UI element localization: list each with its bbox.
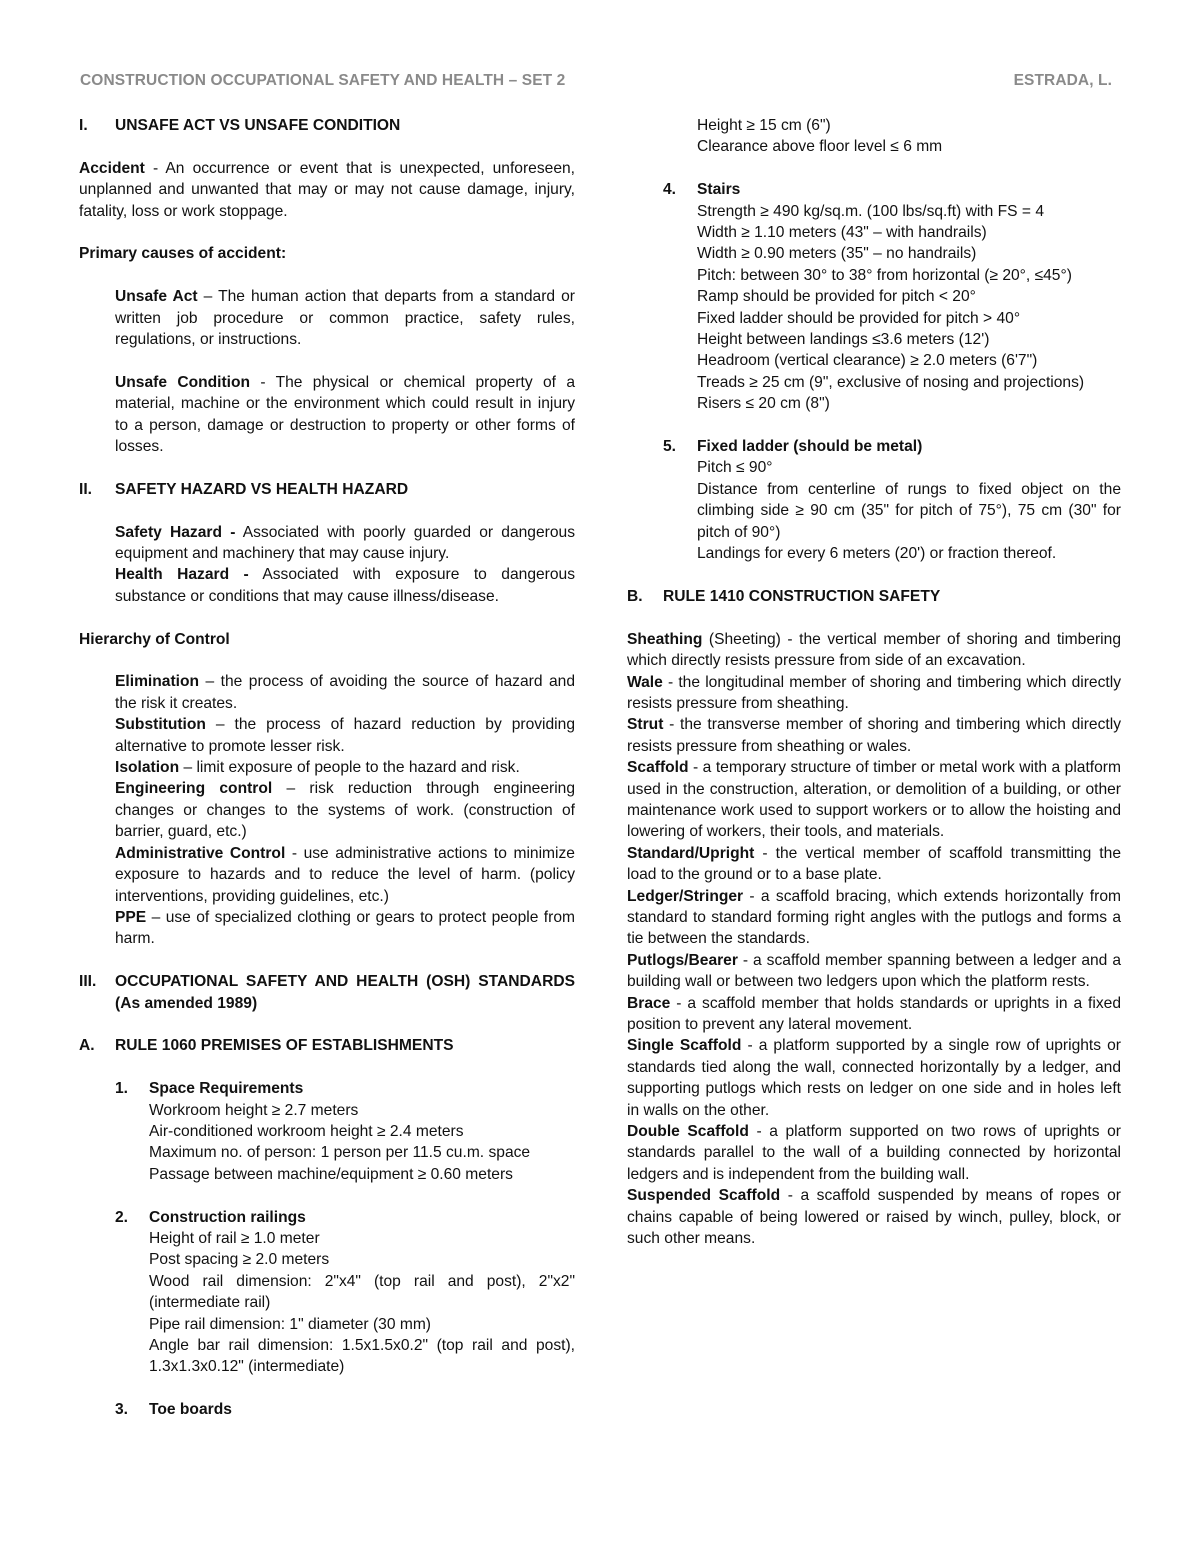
accident-definition: Accident - An occurrence or event that is unexpected, unforeseen, unplanned and unwanted that may or may not cause damage, injury, fatality, loss or work stoppage. bbox=[79, 159, 575, 220]
definition-item: Sheathing (Sheeting) - the vertical member of shoring and timbering which directly resists pressure from side of an excavation. bbox=[627, 630, 1121, 670]
requirement-line: Height between landings ≤3.6 meters (12') bbox=[697, 331, 990, 349]
section-heading-2: II. SAFETY HAZARD VS HEALTH HAZARD bbox=[79, 480, 409, 498]
definition-item: Standard/Upright - the vertical member of scaffold transmitting the load to the ground or to a base plate. bbox=[627, 844, 1121, 884]
requirement-line: Risers ≤ 20 cm (8") bbox=[697, 395, 830, 413]
control-item: Substitution – the process of hazard reduction by providing alternative to promote lesser risk. bbox=[115, 716, 575, 755]
definition-item: Scaffold - a temporary structure of timber or metal work with a platform used in the construction, alteration, or demolition of a building, or other maintenance work used to support workers or to allow the hoisting and lowering of workers, their tools, and materials. bbox=[627, 759, 1121, 841]
right-column bbox=[627, 115, 1121, 1249]
requirement-line: Pitch: between 30° to 38° from horizontal (≥ 20°, ≤45°) bbox=[697, 266, 1072, 284]
construction-railings-list bbox=[79, 1228, 575, 1378]
definitions-list bbox=[627, 629, 1121, 1250]
section-heading-1: I. UNSAFE ACT VS UNSAFE CONDITION bbox=[79, 117, 401, 134]
requirement-line: Landings for every 6 meters (20') or fraction thereof. bbox=[697, 545, 1057, 563]
health-hazard-definition: Health Hazard - Associated with exposure to dangerous substance or conditions that may cause illness/disease. bbox=[115, 566, 575, 605]
item-heading-construction-railings: 2. Construction railings bbox=[115, 1208, 306, 1226]
requirement-line: Maximum no. of person: 1 person per 11.5 cu.m. space bbox=[149, 1144, 531, 1162]
definition-item: Putlogs/Bearer - a scaffold member spanning between a ledger and a building wall or between two ledgers upon which the platform rests. bbox=[627, 951, 1121, 991]
requirement-line: Ramp should be provided for pitch < 20° bbox=[697, 288, 976, 306]
control-item: Engineering control – risk reduction through engineering changes or changes to the systems of work. (construction of barrier, guard, etc.) bbox=[115, 780, 576, 841]
definition-item: Brace - a scaffold member that holds standards or uprights in a fixed position to prevent any lateral movement. bbox=[627, 994, 1121, 1033]
definition-item: Wale - the longitudinal member of shoring and timbering which directly resists pressure from sheathing. bbox=[627, 673, 1121, 712]
control-item: Isolation – limit exposure of people to the hazard and risk. bbox=[115, 759, 520, 777]
requirement-line: Treads ≥ 25 cm (9", exclusive of nosing and projections) bbox=[697, 373, 1085, 391]
section-heading-3: III. OCCUPATIONAL SAFETY AND HEALTH (OSH) STANDARDS (As amended 1989) bbox=[79, 973, 575, 1012]
requirement-line: Passage between machine/equipment ≥ 0.60 meters bbox=[149, 1165, 513, 1183]
control-item: Elimination – the process of avoiding the source of hazard and the risk it creates. bbox=[115, 673, 575, 712]
definition-item: Single Scaffold - a platform supported by a single row of uprights or standards tied along the wall, connected horizontally by a ledger, and supporting putlogs which rests on ledger on one side and in holes left in walls on the other. bbox=[627, 1037, 1121, 1119]
requirement-line: Height of rail ≥ 1.0 meter bbox=[149, 1229, 320, 1247]
item-heading-stairs: 4. Stairs bbox=[663, 181, 741, 199]
document-author: ESTRADA, L. bbox=[1013, 72, 1112, 89]
definition-item: Suspended Scaffold - a scaffold suspended by means of ropes or chains capable of being lowered or raised by winch, pulley, block, or such other means. bbox=[627, 1187, 1121, 1248]
requirement-line: Post spacing ≥ 2.0 meters bbox=[149, 1251, 330, 1269]
requirement-line: Headroom (vertical clearance) ≥ 2.0 meters (6'7") bbox=[697, 352, 1038, 370]
requirement-line: Pipe rail dimension: 1" diameter (30 mm) bbox=[149, 1315, 431, 1333]
control-item: PPE – use of specialized clothing or gears to protect people from harm. bbox=[115, 908, 575, 948]
primary-causes-label: Primary causes of accident: bbox=[79, 245, 287, 263]
requirement-line: Strength ≥ 490 kg/sq.m. (100 lbs/sq.ft) with FS = 4 bbox=[697, 202, 1045, 220]
control-item: Administrative Control - use administrative actions to minimize exposure to hazards and to reduce the level of harm. (policy interventions, providing guidelines, etc.) bbox=[115, 844, 575, 905]
hierarchy-of-control-label: Hierarchy of Control bbox=[79, 630, 230, 648]
document-title: CONSTRUCTION OCCUPATIONAL SAFETY AND HEALTH – SET 2 bbox=[80, 72, 566, 89]
requirement-line: Width ≥ 0.90 meters (35" – no handrails) bbox=[697, 245, 977, 263]
requirement-line: Pitch ≤ 90° bbox=[697, 459, 773, 477]
subsection-heading-b: B. RULE 1410 CONSTRUCTION SAFETY bbox=[627, 587, 941, 605]
controls-list bbox=[79, 671, 575, 949]
requirement-line: Air-conditioned workroom height ≥ 2.4 meters bbox=[149, 1122, 464, 1140]
safety-hazard-definition: Safety Hazard - Associated with poorly guarded or dangerous equipment and machinery that may cause injury. bbox=[115, 523, 575, 563]
definition-item: Ledger/Stringer - a scaffold bracing, which extends horizontally from standard to standard forming right angles with the putlogs and forms a tie between the standards. bbox=[627, 887, 1121, 948]
requirement-line: Workroom height ≥ 2.7 meters bbox=[149, 1101, 359, 1119]
requirement-line: Clearance above floor level ≤ 6 mm bbox=[697, 138, 943, 156]
unsafe-condition-definition: Unsafe Condition - The physical or chemical property of a material, machine or the environment which could result in injury to a person, damage or destruction to property or other forms of losses. bbox=[115, 373, 575, 456]
fixed-ladder-list bbox=[627, 457, 1121, 564]
toe-boards-list bbox=[627, 115, 1121, 158]
definition-item: Double Scaffold - a platform supported on two rows of uprights or standards parallel to the wall of a building connected by horizontal ledgers and is independent from the building wall. bbox=[627, 1123, 1121, 1183]
left-column bbox=[79, 115, 575, 1421]
space-requirements-list bbox=[79, 1100, 575, 1186]
subsection-heading-a: A. RULE 1060 PREMISES OF ESTABLISHMENTS bbox=[79, 1037, 454, 1055]
item-heading-fixed-ladder: 5. Fixed ladder (should be metal) bbox=[663, 438, 923, 456]
requirement-line: Width ≥ 1.10 meters (43" – with handrails) bbox=[697, 224, 987, 242]
requirement-line: Distance from centerline of rungs to fixed object on the climbing side ≥ 90 cm (35" for pitch of 75°), 75 cm (30" for pitch of 90°) bbox=[697, 480, 1121, 541]
requirement-line: Angle bar rail dimension: 1.5x1.5x0.2" (top rail and post), 1.3x1.3x0.12" (intermediate) bbox=[149, 1336, 575, 1376]
requirement-line: Height ≥ 15 cm (6") bbox=[697, 117, 831, 134]
definition-item: Strut - the transverse member of shoring and timbering which directly resists pressure from sheathing or wales. bbox=[627, 716, 1121, 755]
item-heading-space-requirements: 1. Space Requirements bbox=[115, 1080, 304, 1098]
item-heading-toe-boards: 3. Toe boards bbox=[115, 1401, 232, 1419]
requirement-line: Wood rail dimension: 2"x4" (top rail and post), 2"x2" (intermediate rail) bbox=[149, 1272, 575, 1312]
requirement-line: Fixed ladder should be provided for pitch > 40° bbox=[697, 309, 1021, 327]
unsafe-act-definition: Unsafe Act – The human action that departs from a standard or written job procedure or common practice, safety rules, regulations, or instructions. bbox=[115, 288, 575, 349]
stairs-list bbox=[627, 201, 1121, 415]
